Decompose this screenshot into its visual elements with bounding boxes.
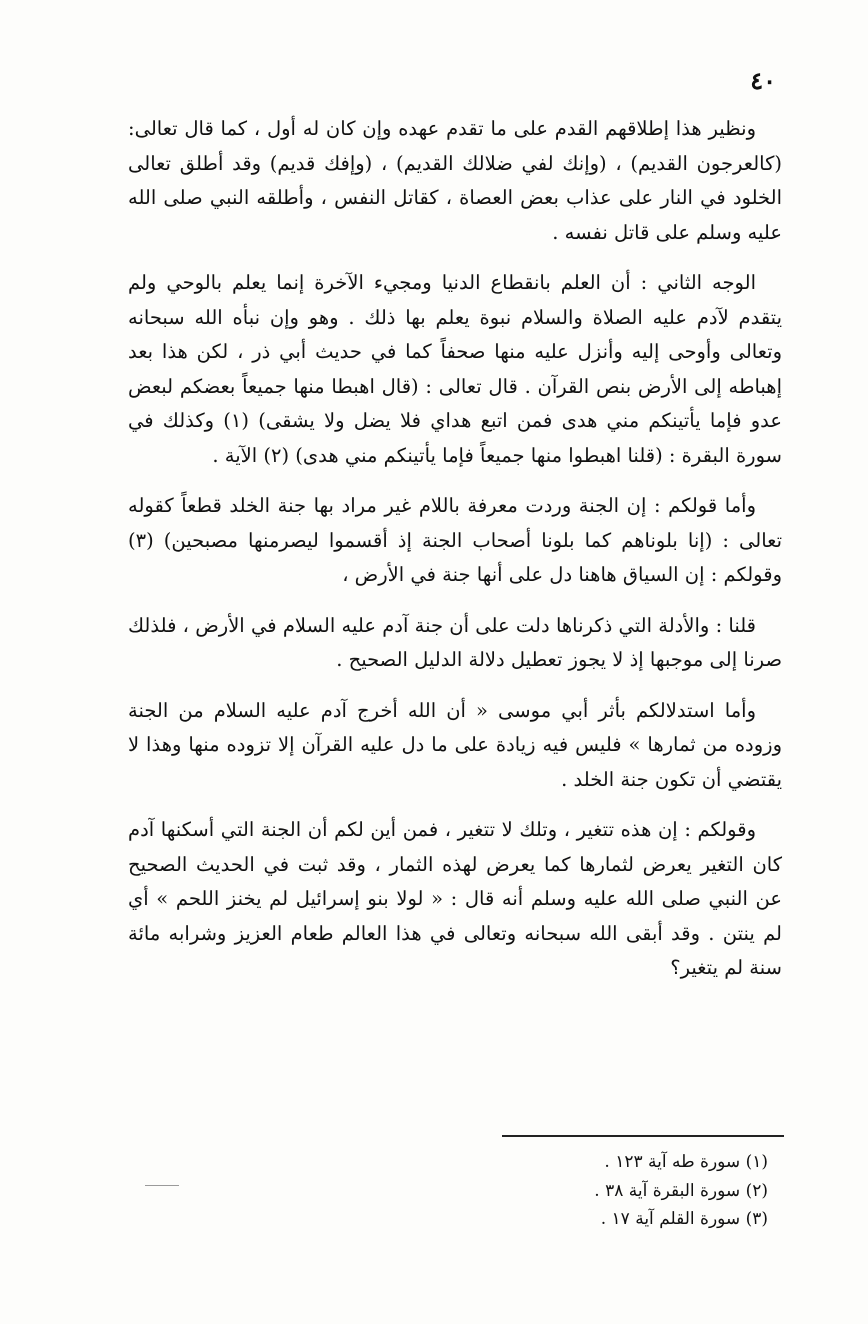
footnote-2: (٢) سورة البقرة آية ٣٨ . xyxy=(594,1180,768,1201)
paragraph-2: الوجه الثاني : أن العلم بانقطاع الدنيا ومجيء الآخرة إنما يعلم بالوحي ولم يتقدم لآدم عليه الصلاة والسلام نبوة يعلم بها ذلك . وهو وإن نبأه الله سبحانه وتعالى وأوحى إليه وأنزل عليه منها صحفاً كما في حديث أبي ذر ، لكن هذا بعد إهباطه إلى الأرض بنص القرآن . قال تعالى : (قال اهبطا منها جميعاً بعضكم لبعض عدو فإما يأتينكم مني هدى فمن اتبع هداي فلا يضل ولا يشقى) (١) وكذلك في سورة البقرة : (قلنا اهبطوا منها جميعاً فإما يأتينكم مني هدى) (٢) الآية . xyxy=(128,271,783,467)
paragraph-3: وأما قولكم : إن الجنة وردت معرفة باللام غير مراد بها جنة الخلد قطعاً كقوله تعالى : (إنا بلوناهم كما بلونا أصحاب الجنة إذ أقسموا ليصرمنها مصبحين) (٣) وقولكم : إن السياق هاهنا دل على أنها جنة في الأرض ، xyxy=(128,494,782,586)
paragraph-4: قلنا : والأدلة التي ذكرناها دلت على أن جنة آدم عليه السلام في الأرض ، فلذلك صرنا إلى موجبها إذ لا يجوز تعطيل دلالة الدليل الصحيح . xyxy=(128,613,782,671)
scan-mark xyxy=(145,1185,179,1186)
page-number: ٤٠ xyxy=(750,66,776,95)
paragraph-1: ونظير هذا إطلاقهم القدم على ما تقدم عهده وإن كان له أول ، كما قال تعالى: (كالعرجون القديم) ، (وإنك لفي ضلالك القديم) ، (وإفك قديم) وقد أطلق تعالى الخلود في النار على عذاب بعض العصاة ، كقاتل النفس ، وأطلقه النبي صلى الله عليه وسلم على قاتل نفسه . xyxy=(128,117,782,244)
footnote-3: (٣) سورة القلم آية ١٧ . xyxy=(600,1209,768,1229)
paragraph-5: وأما استدلالكم بأثر أبي موسى « أن الله أخرج آدم عليه السلام من الجنة وزوده من ثمارها » فليس فيه زيادة على ما دل عليه القرآن إلا تزوده منها وهذا لا يقتضي أن تكون جنة الخلد . xyxy=(128,698,782,791)
paragraph-6: وقولكم : إن هذه تتغير ، وتلك لا تتغير ، فمن أين لكم أن الجنة التي أسكنها آدم كان التغير يعرض لثمارها كما يعرض لهذه الثمار ، وقد ثبت في الحديث الصحيح عن النبي صلى الله عليه وسلم أنه قال : « لولا بنو إسرائيل لم يخنز اللحم » أي لم ينتن . وقد أبقى الله سبحانه وتعالى في هذا العالم طعام العزيز وشرابه مائة سنة لم يتغير؟ xyxy=(128,818,782,979)
footnotes xyxy=(448,1148,768,1234)
footnote-1: (١) سورة طه آية ١٢٣ . xyxy=(604,1152,768,1172)
body-text xyxy=(128,112,782,1002)
footnote-divider xyxy=(502,1135,784,1137)
